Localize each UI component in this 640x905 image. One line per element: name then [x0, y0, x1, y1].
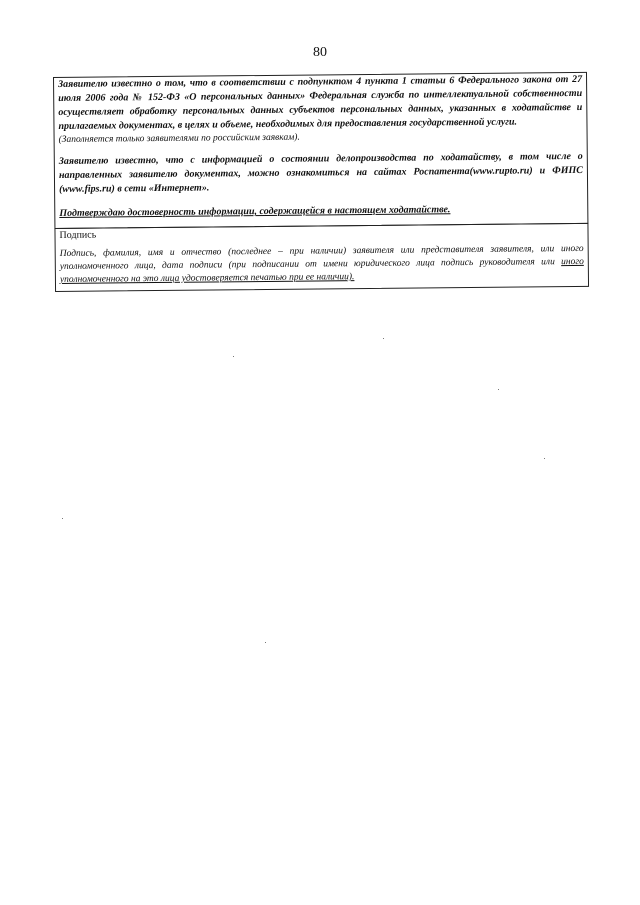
scan-speck	[383, 338, 384, 339]
signature-note-part1: Подпись, фамилия, имя и отчество (последнее – при наличии) заявителя или представителя заявителя, или иного уполномоченного лица, дата подписи (при подписании от имени юридического лица подпись руководителя или	[59, 243, 584, 272]
scan-speck	[544, 458, 545, 459]
signature-label: Подпись	[59, 229, 97, 241]
personal-data-consent-text: Заявителю известно о том, что в соответствии с подпунктом 4 пункта 1 статьи 6 Федерального закона от 27 июля 2006 года № 152-ФЗ «О персональных данных» Федеральная служба по интеллектуальной собственности осуществляет обработку персональных данных субъектов персональных данных, указанных в ходатайстве и прилагаемых документах, в целях и объеме, необходимых для предоставления государственной услуги.	[58, 73, 583, 132]
info-status-text: Заявителю известно, что с информацией о состоянии делопроизводства по ходатайству, в том числе о направленных заявителю документах, можно ознакомиться на сайтах Роспатента(www.rupto.ru) и ФИПС (www.fips.ru) в сети «Интернет».	[58, 150, 583, 195]
page-number: 80	[313, 45, 327, 60]
scan-speck	[233, 356, 234, 357]
scan-speck	[498, 389, 499, 390]
consent-form-box	[53, 72, 591, 292]
signature-note-part2: иного уполномоченного на это лица удостоверяется печатью при ее наличии).	[59, 256, 584, 285]
signature-section	[54, 223, 589, 292]
personal-data-note: (Заполняется только заявителями по российским заявкам).	[58, 132, 300, 145]
consent-section	[53, 72, 588, 229]
scan-speck	[62, 518, 63, 519]
confirm-accuracy-text: Подтверждаю достоверность информации, содержащейся в настоящем ходатайстве.	[59, 204, 451, 219]
signature-note	[60, 243, 584, 287]
scan-speck	[265, 642, 266, 643]
